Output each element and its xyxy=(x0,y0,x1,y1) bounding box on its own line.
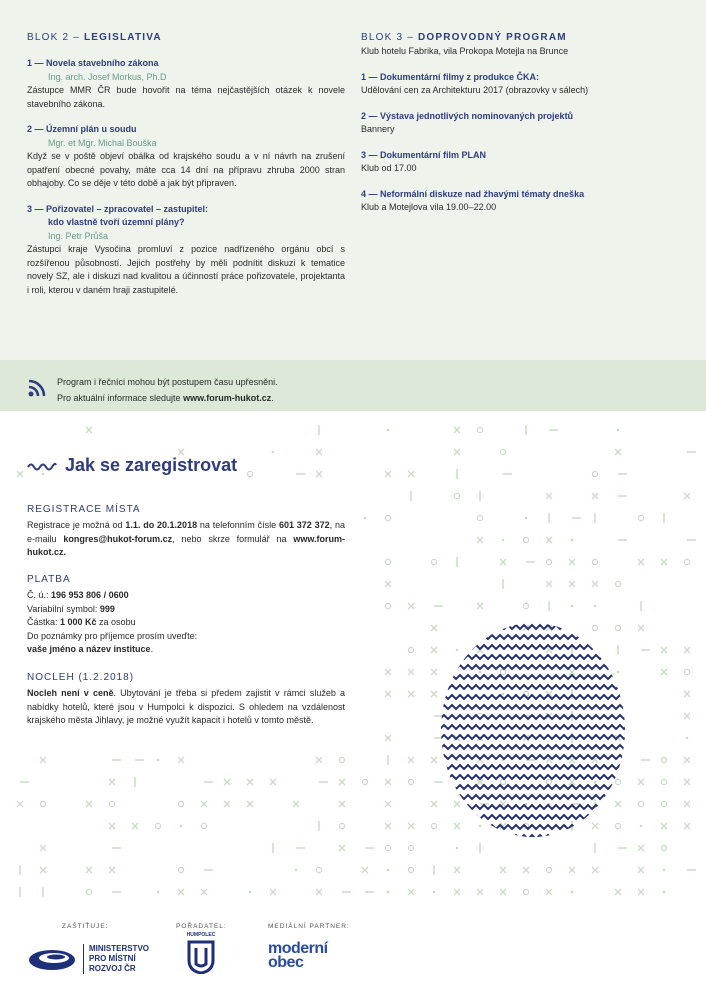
zigzag-line xyxy=(440,685,626,689)
item-heading: 4 — Neformální diskuze nad žhavými tématy dneška xyxy=(361,188,585,199)
zigzag-line xyxy=(440,655,626,659)
cross-mark xyxy=(40,845,46,851)
dot-mark xyxy=(295,869,298,872)
cross-mark xyxy=(316,757,322,763)
ring-mark xyxy=(247,471,252,476)
item-heading: 1 — Dokumentární filmy z produkce ČKA: xyxy=(361,71,540,82)
cross-mark xyxy=(224,779,230,785)
blok3-item-1 xyxy=(361,71,681,98)
zigzag-line xyxy=(440,735,626,739)
mmr-emblem-icon xyxy=(27,946,77,972)
zigzag-line xyxy=(440,805,626,809)
cross-mark xyxy=(109,779,115,785)
cross-mark xyxy=(454,449,460,455)
dot-mark xyxy=(387,891,390,894)
item-text: Udělování cen za Architekturu 2017 (obrazovky v sálech) xyxy=(361,85,589,95)
dot-mark xyxy=(387,869,390,872)
cross-mark xyxy=(270,889,276,895)
dot-mark xyxy=(571,605,574,608)
cross-mark xyxy=(615,449,621,455)
moderni-obec-logo: moderní obec xyxy=(268,940,328,971)
cross-mark xyxy=(17,471,23,477)
cross-mark xyxy=(546,581,552,587)
dot-mark xyxy=(157,891,160,894)
dot-mark xyxy=(387,429,390,432)
zigzag-line xyxy=(440,725,626,729)
cross-mark xyxy=(592,867,598,873)
item-text: Bannery xyxy=(361,124,395,134)
cross-mark xyxy=(661,559,667,565)
cross-mark xyxy=(408,823,414,829)
zigzag-line xyxy=(440,715,626,719)
cross-mark xyxy=(477,889,483,895)
blok3-item-4 xyxy=(361,188,681,215)
wave-icon xyxy=(27,461,57,471)
cross-mark xyxy=(385,823,391,829)
zigzag-line xyxy=(440,765,626,769)
ring-mark xyxy=(546,867,551,872)
blok2-title: BLOK 2 – LEGISLATIVA xyxy=(27,32,162,43)
ring-mark xyxy=(109,801,114,806)
mmr-logo: MINISTERSTVO PRO MÍSTNÍ ROZVOJ ČR xyxy=(27,944,149,974)
dot-mark xyxy=(249,891,252,894)
ring-mark xyxy=(523,537,528,542)
accommodation-section: NOCLEH (1.2.2018) Nocleh není v ceně. Ubytování je třeba si předem zajistit v rámci služeb a nabídky hotelů, které jsou v Humpolci k dispozici. S ohledem na vzdálenost krajského města Jihlavy, je možné využít kapacit i hotelů v tomto městě. xyxy=(27,672,345,725)
zigzag-line xyxy=(440,795,626,799)
cross-mark xyxy=(247,801,253,807)
cross-mark xyxy=(270,779,276,785)
cross-mark xyxy=(638,779,644,785)
cross-mark xyxy=(684,823,690,829)
ring-mark xyxy=(500,449,505,454)
dot-mark xyxy=(157,759,160,762)
ring-mark xyxy=(638,801,643,806)
dot-mark xyxy=(456,847,459,850)
cross-mark xyxy=(546,537,552,543)
dot-mark xyxy=(571,891,574,894)
zigzag-line xyxy=(440,625,626,629)
zigzag-circle-graphic xyxy=(440,622,626,838)
cross-mark xyxy=(385,581,391,587)
cross-mark xyxy=(408,471,414,477)
dot-mark xyxy=(617,429,620,432)
cross-mark xyxy=(454,427,460,433)
cross-mark xyxy=(431,669,437,675)
ring-mark xyxy=(385,845,390,850)
ring-mark xyxy=(339,823,344,828)
dot-mark xyxy=(571,539,574,542)
blok3-column xyxy=(361,30,681,227)
ring-mark xyxy=(86,889,91,894)
ring-mark xyxy=(385,603,390,608)
cross-mark xyxy=(201,801,207,807)
ring-mark xyxy=(178,801,183,806)
cross-mark xyxy=(316,449,322,455)
ring-mark xyxy=(408,845,413,850)
ring-mark xyxy=(638,515,643,520)
zigzag-line xyxy=(440,835,626,838)
ring-mark xyxy=(661,779,666,784)
zigzag-line xyxy=(440,815,626,819)
cross-mark xyxy=(684,779,690,785)
dot-mark xyxy=(433,891,436,894)
dot-mark xyxy=(594,605,597,608)
zigzag-line xyxy=(440,745,626,749)
cross-mark xyxy=(546,889,552,895)
item-text: Zástupce MMR ČR bude hovořit na téma nejčastějších otázek k novele stavebního zákona. xyxy=(27,85,345,109)
cross-mark xyxy=(86,867,92,873)
cross-mark xyxy=(385,669,391,675)
item-text: Klub od 17.00 xyxy=(361,163,417,173)
zigzag-line xyxy=(440,785,626,789)
cross-mark xyxy=(431,647,437,653)
payment-section: PLATBA Č. ú.: 196 953 806 / 0600 Variabilní symbol: 999 Částka: 1 000 Kč za osobu Do poznámky pro příjemce prosím uveďte: vaše jméno a název instituce. xyxy=(27,574,198,654)
cross-mark xyxy=(201,889,207,895)
cross-mark xyxy=(638,625,644,631)
cross-mark xyxy=(523,867,529,873)
cross-mark xyxy=(316,889,322,895)
cross-mark xyxy=(454,889,460,895)
cross-mark xyxy=(684,713,690,719)
ring-mark xyxy=(661,757,666,762)
cross-mark xyxy=(546,493,552,499)
speaker-name: Ing. Petr Průša xyxy=(48,230,109,241)
ring-mark xyxy=(178,867,183,872)
amount: 1 000 Kč xyxy=(60,617,97,627)
cross-mark xyxy=(293,801,299,807)
cross-mark xyxy=(684,493,690,499)
cross-mark xyxy=(500,559,506,565)
ring-mark xyxy=(155,823,160,828)
ring-mark xyxy=(523,603,528,608)
blok3-venue: Klub hotelu Fabrika, vila Prokopa Motejla na Brunce xyxy=(361,46,569,56)
item-heading: 2 — Výstava jednotlivých nominovaných projektů xyxy=(361,110,574,121)
cross-mark xyxy=(408,889,414,895)
cross-mark xyxy=(592,493,598,499)
cross-mark xyxy=(569,867,575,873)
ring-mark xyxy=(477,427,482,432)
cross-mark xyxy=(339,779,345,785)
dot-mark xyxy=(364,517,367,520)
humpolec-logo: HUMPOLEC xyxy=(186,932,216,978)
dot-mark xyxy=(663,891,666,894)
ring-mark xyxy=(661,801,666,806)
zigzag-line xyxy=(440,665,626,669)
cross-mark xyxy=(408,757,414,763)
blok3-title: BLOK 3 – DOPROVODNÝ PROGRAM xyxy=(361,32,567,43)
cross-mark xyxy=(178,757,184,763)
cross-mark xyxy=(638,889,644,895)
cross-mark xyxy=(431,625,437,631)
ring-mark xyxy=(592,559,597,564)
cross-mark xyxy=(40,867,46,873)
cross-mark xyxy=(661,647,667,653)
ring-mark xyxy=(339,757,344,762)
humpolec-shield-icon xyxy=(186,940,216,974)
cross-mark xyxy=(569,581,575,587)
item-heading: 1 — Novela stavebního zákona xyxy=(27,58,159,68)
dot-mark xyxy=(502,539,505,542)
cross-mark xyxy=(339,845,345,851)
item-heading: 3 — Dokumentární film PLAN xyxy=(361,149,487,160)
cross-mark xyxy=(431,757,437,763)
zigzag-line xyxy=(440,825,626,829)
cross-mark xyxy=(385,735,391,741)
cross-mark xyxy=(684,757,690,763)
ring-mark xyxy=(454,493,459,498)
blok3-item-3 xyxy=(361,149,681,176)
cross-mark xyxy=(86,801,92,807)
ring-mark xyxy=(477,515,482,520)
item-text: Když se v poště objeví obálka od krajského soudu a v ní návrh na zrušení opatření obecné povahy, máte cca 14 dní na přípravu zhruba 2000 stran obhajoby. Co se děje v této době a jak být připraven. xyxy=(27,151,345,188)
cross-mark xyxy=(431,801,437,807)
account-number: 196 953 806 / 0600 xyxy=(51,590,129,600)
ring-mark xyxy=(684,559,689,564)
ring-mark xyxy=(523,889,528,894)
cross-mark xyxy=(40,757,46,763)
blok3-item-2 xyxy=(361,110,681,137)
ring-mark xyxy=(408,867,413,872)
cross-mark xyxy=(661,669,667,675)
forum-link[interactable]: www.forum-hukot.cz xyxy=(183,393,272,403)
ring-mark xyxy=(592,471,597,476)
ring-mark xyxy=(385,559,390,564)
ring-mark xyxy=(408,647,413,652)
cross-mark xyxy=(362,867,368,873)
web-link[interactable]: www.forum-hukot.cz. xyxy=(27,533,345,557)
dot-mark xyxy=(272,451,275,454)
ring-mark xyxy=(431,823,436,828)
cross-mark xyxy=(638,867,644,873)
ring-mark xyxy=(362,779,367,784)
item-text: Klub a Motejlova vila 19.00–22.00 xyxy=(361,202,497,212)
zigzag-line xyxy=(440,675,626,679)
cross-mark xyxy=(408,669,414,675)
blok2-item-1 xyxy=(27,57,345,111)
ring-mark xyxy=(40,801,45,806)
ring-mark xyxy=(385,515,390,520)
cross-mark xyxy=(408,691,414,697)
cross-mark xyxy=(638,559,644,565)
registration-text: Registrace je možná od 1.1. do 20.1.2018 na telefonním čísle 601 372 372, na e-mailu kongres@hukot-forum.cz, nebo skrze formulář na www.forum-hukot.cz. xyxy=(27,520,345,557)
dot-mark xyxy=(525,517,528,520)
cross-mark xyxy=(339,801,345,807)
blok2-item-3 xyxy=(27,203,345,298)
register-title: Jak se zaregistrovat xyxy=(27,452,237,479)
cross-mark xyxy=(684,801,690,807)
cross-mark xyxy=(109,867,115,873)
cross-mark xyxy=(408,603,414,609)
cross-mark xyxy=(316,471,322,477)
speaker-name: Ing. arch. Josef Morkus, Ph.D xyxy=(48,71,167,82)
registration-section: REGISTRACE MÍSTA Registrace je možná od 1.1. do 20.1.2018 na telefonním čísle 601 372 372, na e-mailu kongres@hukot-forum.cz, nebo skrze formulář na www.forum-hukot.cz. xyxy=(27,502,345,560)
item-heading: 3 — Pořizovatel – zpracovatel – zastupitel: xyxy=(27,203,209,214)
variable-symbol: 999 xyxy=(99,603,115,614)
item-heading: 2 — Územní plán u soudu xyxy=(27,124,137,134)
cross-mark xyxy=(661,823,667,829)
zigzag-line xyxy=(440,775,626,779)
speaker-name: Mgr. et Mgr. Michal Bouška xyxy=(48,137,157,148)
dot-mark xyxy=(663,869,666,872)
cross-mark xyxy=(500,867,506,873)
email-link[interactable]: kongres@hukot-forum.cz xyxy=(63,533,173,544)
ring-mark xyxy=(684,669,689,674)
ring-mark xyxy=(546,559,551,564)
zigzag-line xyxy=(440,695,626,699)
cross-mark xyxy=(638,845,644,851)
item-heading-line2: kdo vlastně tvoří územní plány? xyxy=(48,217,185,227)
zigzag-line xyxy=(440,635,626,639)
ring-mark xyxy=(408,779,413,784)
ring-mark xyxy=(316,867,321,872)
cross-mark xyxy=(109,823,115,829)
cross-mark xyxy=(684,691,690,697)
cross-mark xyxy=(247,779,253,785)
cross-mark xyxy=(431,691,437,697)
cross-mark xyxy=(385,779,391,785)
item-text: Zástupci kraje Vysočina promluví z pozice nadřízeného orgánu obcí s rozšířenou působností. Jejich postřehy by měli podnítit diskuzi k tematice novely SZ, ale i diskuzi nad kvalitou a účinností práce pořizovatele, projektanta i roli, kterou v daném hraji zastupitelé. xyxy=(27,244,345,295)
cross-mark xyxy=(132,823,138,829)
ring-mark xyxy=(661,845,666,850)
dot-mark xyxy=(180,825,183,828)
zigzag-line xyxy=(440,645,626,649)
cross-mark xyxy=(86,427,92,433)
dot-mark xyxy=(686,737,689,740)
cross-mark xyxy=(477,603,483,609)
cross-mark xyxy=(385,471,391,477)
cross-mark xyxy=(684,647,690,653)
cross-mark xyxy=(615,889,621,895)
zigzag-line xyxy=(440,755,626,759)
ring-mark xyxy=(431,559,436,564)
program-note: Program i řečníci mohou být postupem času upřesněni. Pro aktuální informace sledujte www.forum-hukot.cz. xyxy=(57,377,278,403)
cross-mark xyxy=(224,801,230,807)
ring-mark xyxy=(201,823,206,828)
blok2-column xyxy=(27,30,345,309)
cross-mark xyxy=(592,581,598,587)
cross-mark xyxy=(500,889,506,895)
dot-mark xyxy=(640,825,643,828)
cross-mark xyxy=(454,867,460,873)
blok2-item-2 xyxy=(27,123,345,191)
rss-icon xyxy=(27,378,47,398)
cross-mark xyxy=(17,801,23,807)
zigzag-line xyxy=(440,705,626,709)
cross-mark xyxy=(385,801,391,807)
cross-mark xyxy=(569,559,575,565)
cross-mark xyxy=(385,691,391,697)
cross-mark xyxy=(178,889,184,895)
ring-mark xyxy=(615,581,620,586)
cross-mark xyxy=(477,537,483,543)
